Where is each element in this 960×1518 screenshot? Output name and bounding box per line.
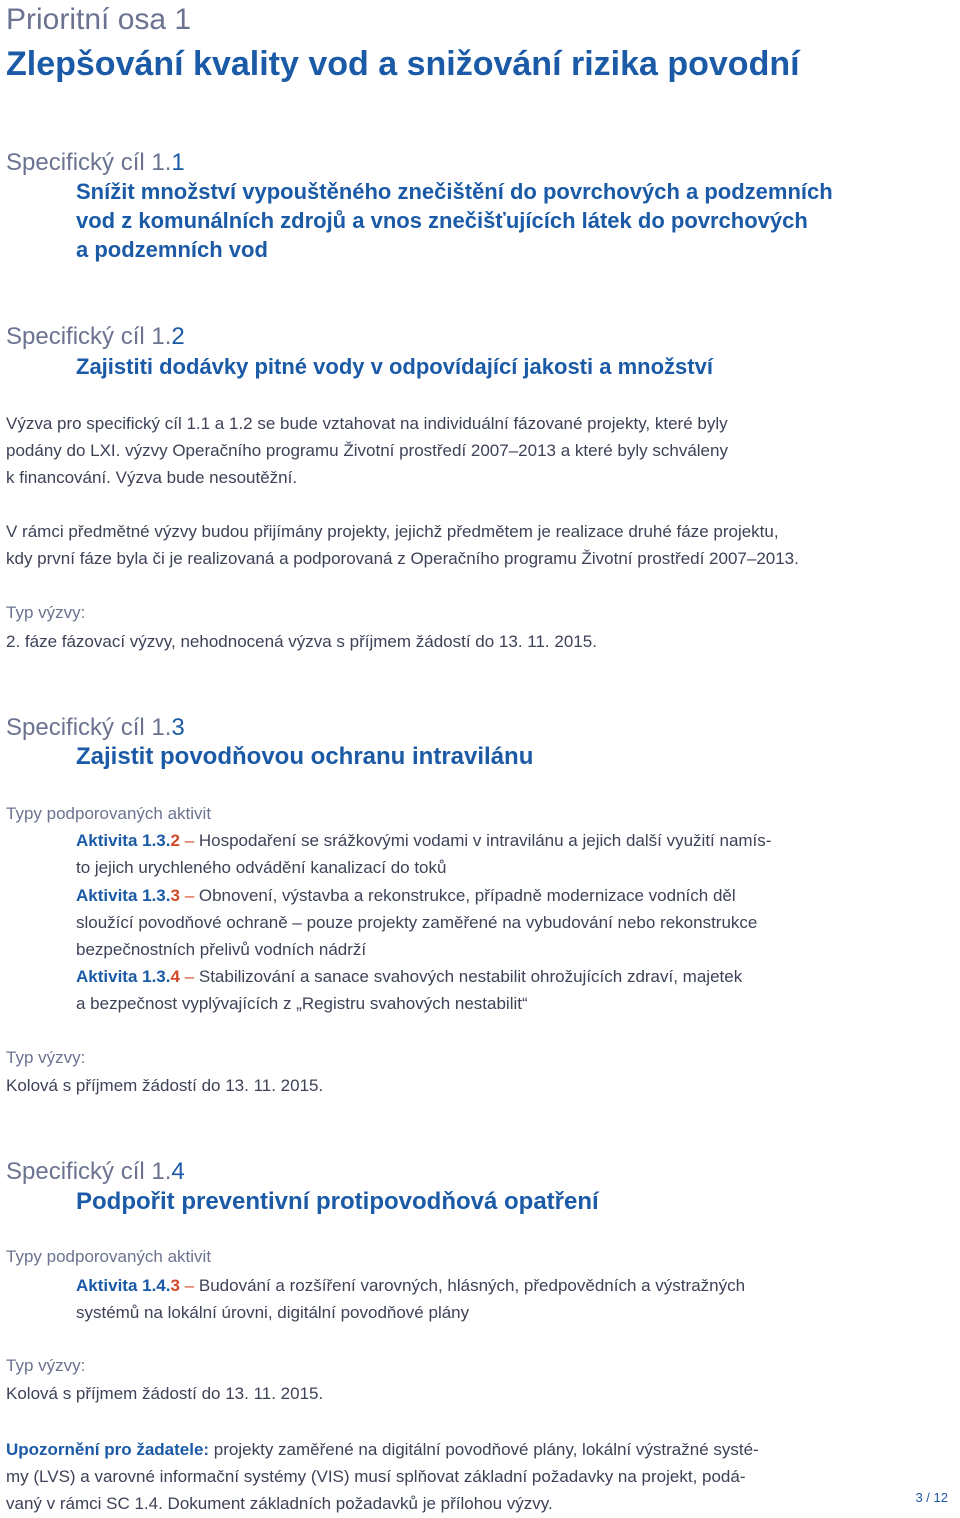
sc-1-2-call-description: Výzva pro specifický cíl 1.1 a 1.2 se bude vztahovat na individuální fázované projekty, které byly podány do LXI. výzvy Operačního programu Životní prostředí 2007–2013 a které byly schváleny k financování. Výzva bude nesoutěžní. <box>6 414 728 487</box>
sc-1-1-label: Specifický cíl 1.1 <box>6 149 185 176</box>
sc-1-4-activities-label: Typy podporovaných aktivit <box>6 1247 212 1266</box>
sc-1-3-label: Specifický cíl 1.3 <box>6 714 185 741</box>
activity-1-3-4: Aktivita 1.3.4 – Stabilizování a sanace svahových nestabilit ohrožujících zdraví, majetek a bezpečnost vyplývajících z „Registru svahových nestabilit“ <box>76 967 743 1013</box>
sc-1-2-title: Zajistiti dodávky pitné vody v odpovídající jakosti a množství <box>76 354 713 379</box>
applicant-notice: Upozornění pro žadatele: projekty zaměřené na digitální povodňové plány, lokální výstražné systé- my (LVS) a varovné informační systémy (VIS) musí splňovat základní požadavky na projekt, podá- vaný v rámci SC 1.4. Dokument základních požadavků je přílohou výzvy. <box>6 1440 759 1513</box>
priority-axis-title: Prioritní osa 1 <box>6 3 192 36</box>
sc-1-2-label: Specifický cíl 1.2 <box>6 323 185 350</box>
activity-1-3-2: Aktivita 1.3.2 – Hospodaření se srážkovými vodami v intravilánu a jejich další využití namís- to jejich urychleného odvádění kanalizací do toků <box>76 831 772 877</box>
sc-1-3-call-type-value: Kolová s příjmem žádostí do 13. 11. 2015. <box>6 1076 324 1095</box>
sc-1-3-activities-label: Typy podporovaných aktivit <box>6 804 212 823</box>
sc-1-4-label: Specifický cíl 1.4 <box>6 1158 185 1185</box>
sc-1-1-title: Snížit množství vypouštěného znečištění do povrchových a podzemních vod z komunálních zdrojů a vnos znečišťujících látek do povrchových a podzemních vod <box>76 179 833 262</box>
activity-1-3-3: Aktivita 1.3.3 – Obnovení, výstavba a rekonstrukce, případně modernizace vodních děl sloužící povodňové ochraně – pouze projekty zaměřené na vybudování nebo rekonstrukce bezpečnostních přelivů vodních nádrží <box>76 886 758 959</box>
sc-1-4-call-type-value: Kolová s příjmem žádostí do 13. 11. 2015. <box>6 1384 324 1403</box>
priority-axis-subtitle: Zlepšování kvality vod a snižování rizika povodní <box>6 45 800 83</box>
page-number: 3 / 12 <box>915 1490 948 1505</box>
sc-1-3-title: Zajistit povodňovou ochranu intravilánu <box>76 743 534 770</box>
sc-1-4-call-type-label: Typ výzvy: <box>6 1356 86 1375</box>
activity-1-4-3: Aktivita 1.4.3 – Budování a rozšíření varovných, hlásných, předpovědních a výstražných systémů na lokální úrovni, digitální povodňové plány <box>76 1276 746 1322</box>
sc-1-2-call-type-label: Typ výzvy: <box>6 603 86 622</box>
sc-1-2-scope-description: V rámci předmětné výzvy budou přijímány projekty, jejichž předmětem je realizace druhé fáze projektu, kdy první fáze byla či je realizovaná a podporovaná z Operačního programu Životní prostředí 2007–2013. <box>6 522 799 568</box>
sc-1-4-title: Podpořit preventivní protipovodňová opatření <box>76 1188 599 1215</box>
sc-1-3-call-type-label: Typ výzvy: <box>6 1048 86 1067</box>
sc-1-2-call-type-value: 2. fáze fázovací výzvy, nehodnocená výzva s příjmem žádostí do 13. 11. 2015. <box>6 632 597 651</box>
